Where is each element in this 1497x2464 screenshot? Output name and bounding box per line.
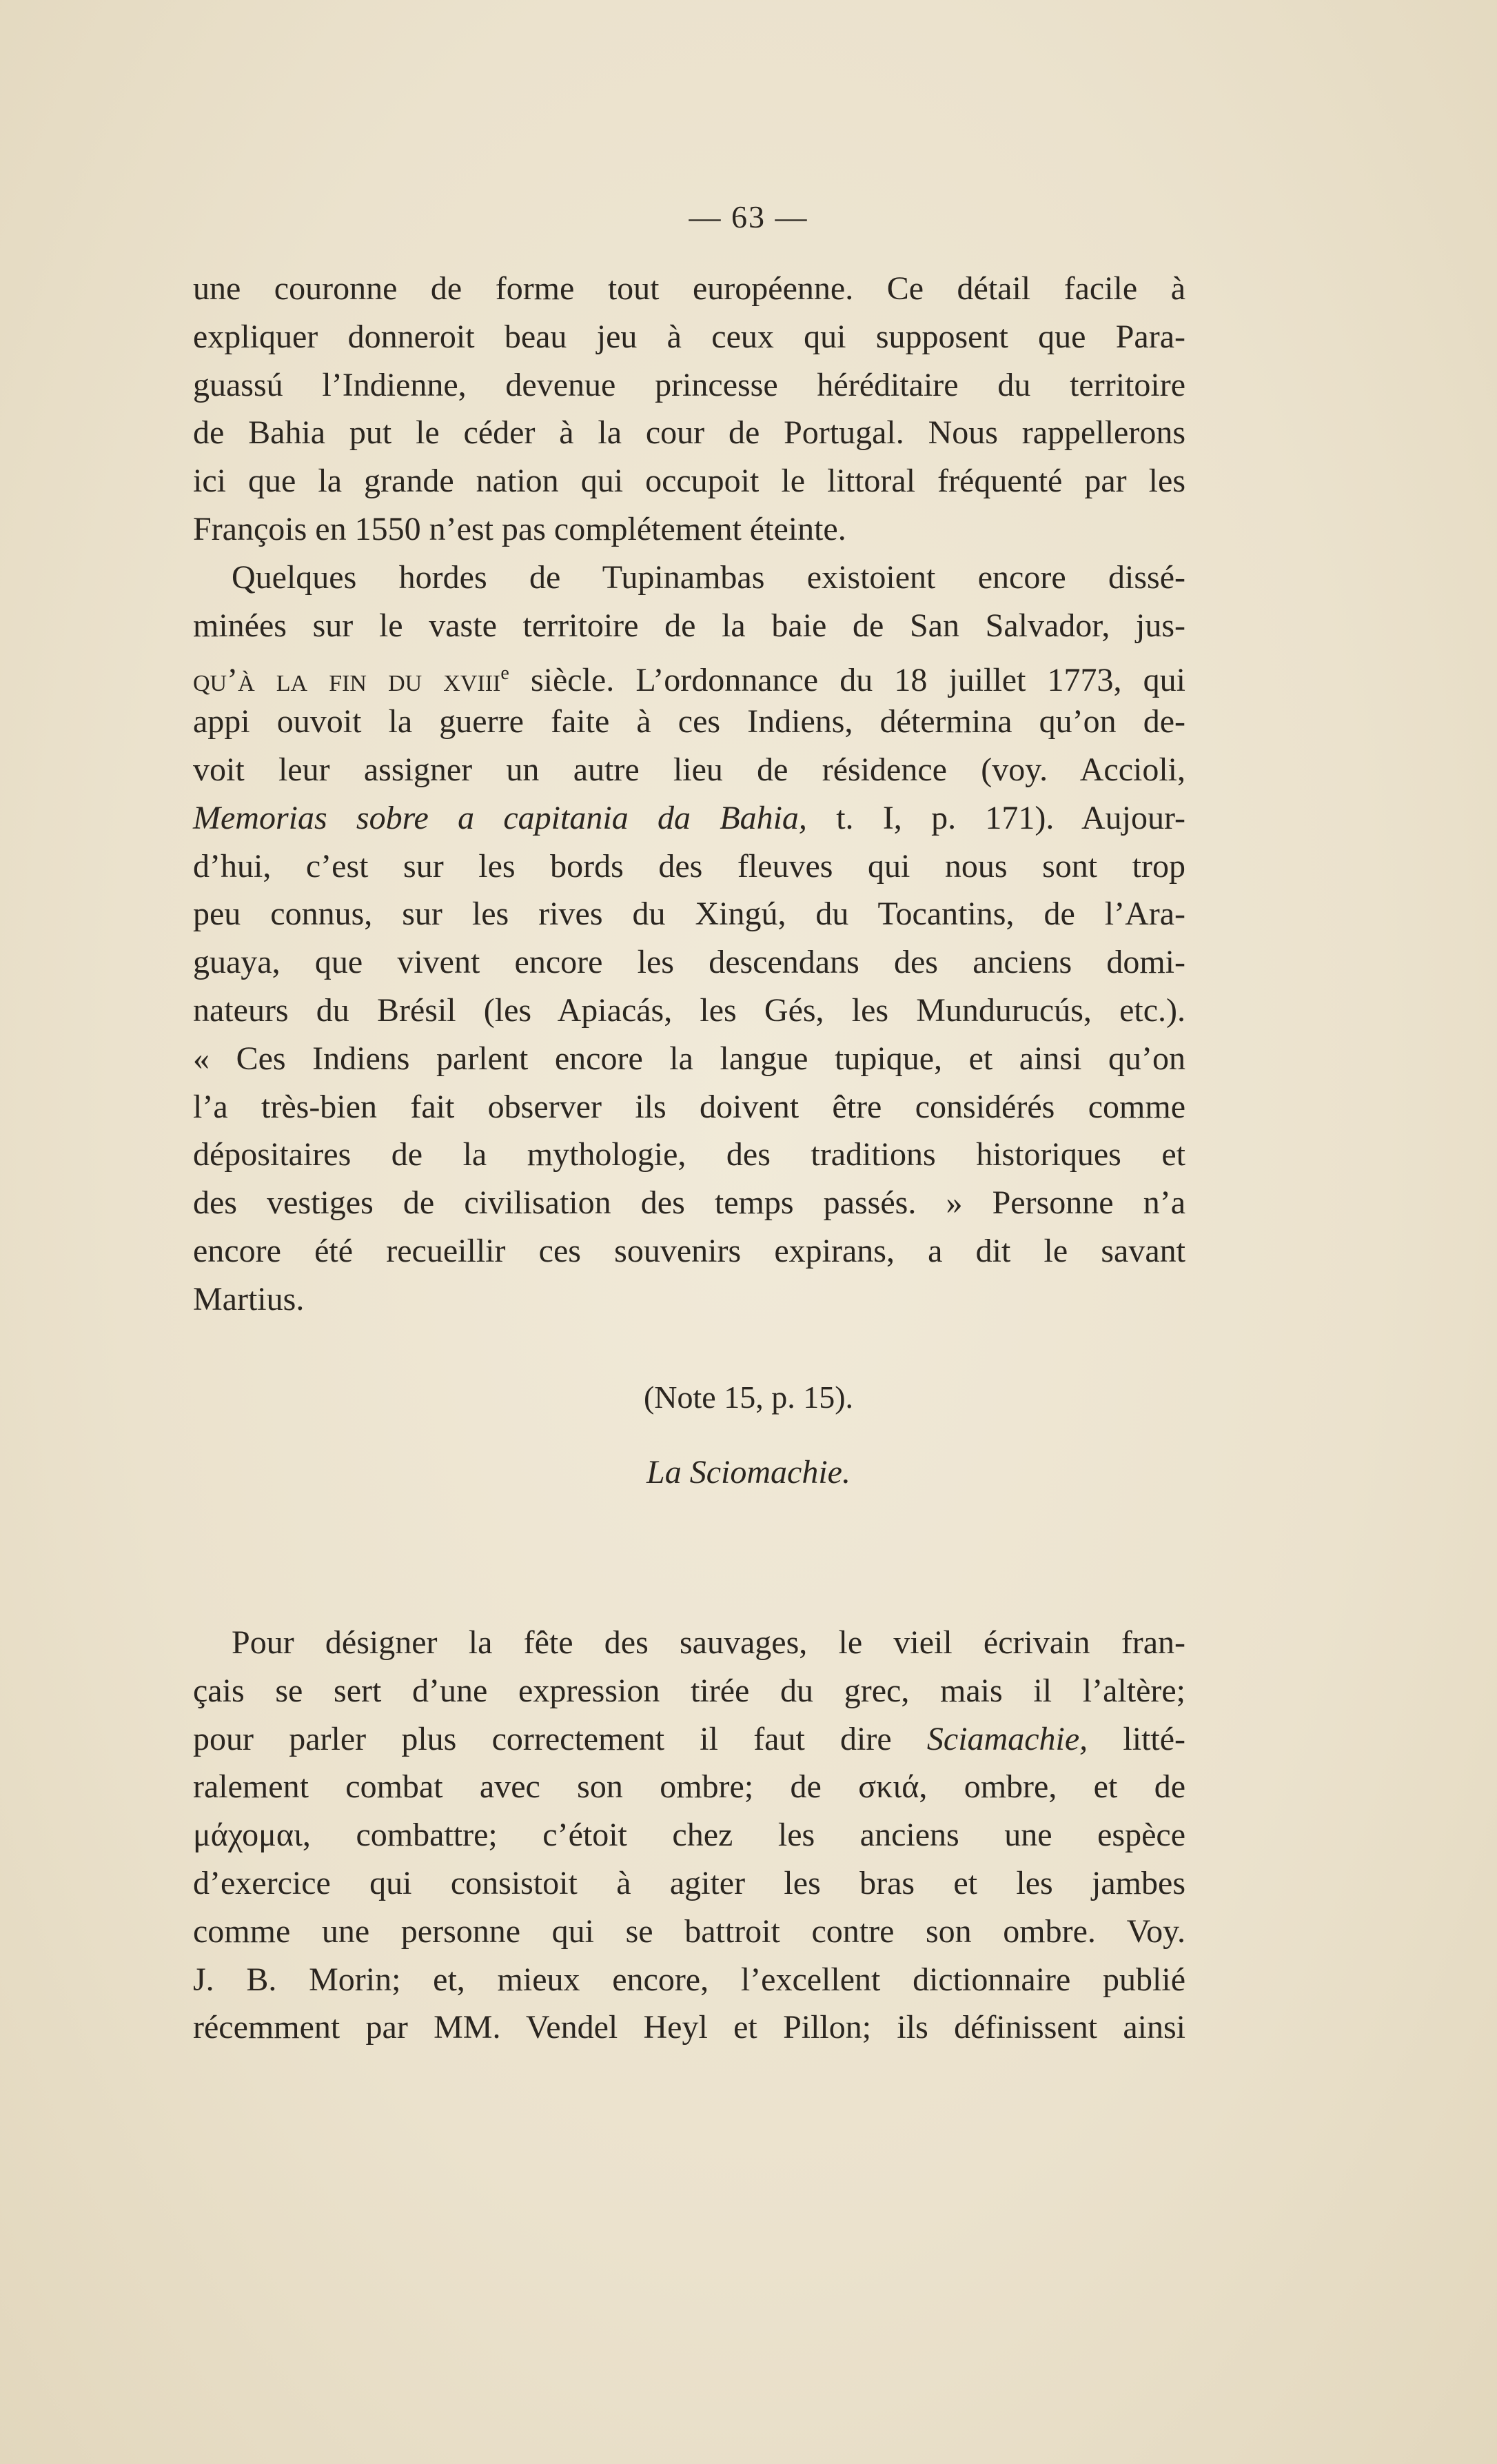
line-part: pour parler plus correctement il faut dire xyxy=(193,1720,892,1757)
text-line: ralement combat avec son ombre; de σκιά, ombre, et de xyxy=(193,1768,1185,1806)
text-line-citation xyxy=(193,794,1185,842)
text-line: d’hui, c’est sur les bords des fleuves qui nous sont trop xyxy=(193,847,1185,885)
text-line: çais se sert d’une expression tirée du grec, mais il l’altère; xyxy=(193,1672,1185,1709)
text-line: nateurs du Brésil (les Apiacás, les Gés, les Mundurucús, etc.). xyxy=(193,991,1185,1029)
text-line: François en 1550 n’est pas complétement éteinte. xyxy=(193,510,846,547)
century-rest: siècle. L’ordonnance du 18 juillet 1773, qui xyxy=(509,662,1185,699)
text-line: des vestiges de civilisation des temps passés. » Personne n’a xyxy=(193,1184,1185,1222)
section-title: La Sciomachie. xyxy=(646,1454,851,1491)
text-line: minées sur le vaste territoire de la baie de San Salvador, jus- xyxy=(193,607,1185,644)
text-line: Quelques hordes de Tupinambas existoient encore dissé- xyxy=(232,558,1185,596)
text-line: expliquer donneroit beau jeu à ceux qui supposent que Para- xyxy=(193,318,1185,355)
citation-rest: t. I, p. 171). Aujour- xyxy=(806,799,1185,836)
text-line: comme une personne qui se battroit contre son ombre. Voy. xyxy=(193,1912,1185,1950)
text-line: dépositaires de la mythologie, des traditions historiques et xyxy=(193,1136,1185,1173)
text-line: l’a très-bien fait observer ils doivent être considérés comme xyxy=(193,1088,1185,1125)
text-line: « Ces Indiens parlent encore la langue tupique, et ainsi qu’on xyxy=(193,1040,1185,1077)
paragraph-block-2 xyxy=(193,1619,1185,2052)
paragraph-block-1 xyxy=(193,265,1185,1324)
text-line: guassú l’Indienne, devenue princesse héréditaire du territoire xyxy=(193,366,1185,403)
text-line: Pour désigner la fête des sauvages, le vieil écrivain fran- xyxy=(232,1624,1185,1661)
text-line: une couronne de forme tout européenne. Ce détail facile à xyxy=(193,270,1185,307)
text-line-century xyxy=(193,649,1185,698)
text-line: ici que la grande nation qui occupoit le littoral fréquenté par les xyxy=(193,463,1185,500)
text-line: de Bahia put le céder à la cour de Portugal. Nous rappellerons xyxy=(193,414,1185,452)
text-line: récemment par MM. Vendel Heyl et Pillon; ils définissent ainsi xyxy=(193,2009,1185,2046)
page-number: — 63 — xyxy=(689,199,808,234)
century-suffix: e xyxy=(500,663,509,685)
text-line: peu connus, sur les rives du Xingú, du Tocantins, de l’Ara- xyxy=(193,896,1185,933)
citation-title: Memorias sobre a capitania da Bahia, xyxy=(193,799,807,836)
text-line: appi ouvoit la guerre faite à ces Indiens, détermina qu’on de- xyxy=(193,703,1185,740)
text-line-sciamachie xyxy=(193,1715,1185,1764)
text-line: μάχομαι, combattre; c’étoit chez les anciens une espèce xyxy=(193,1817,1185,1854)
text-line: Martius. xyxy=(193,1280,305,1317)
text-line: d’exercice qui consistoit à agiter les bras et les jambes xyxy=(193,1864,1185,1901)
note-reference: (Note 15, p. 15). xyxy=(643,1380,854,1415)
line-part: litté- xyxy=(1123,1720,1186,1757)
century-text: qu’à la fin du xviii xyxy=(193,662,501,699)
sciamachie-term: Sciamachie, xyxy=(926,1720,1088,1757)
text-line: encore été recueillir ces souvenirs expirans, a dit le savant xyxy=(193,1232,1185,1269)
text-line: guaya, que vivent encore les descendans des anciens domi- xyxy=(193,944,1185,981)
text-line: voit leur assigner un autre lieu de résidence (voy. Accioli, xyxy=(193,751,1185,788)
text-line: J. B. Morin; et, mieux encore, l’excellent dictionnaire publié xyxy=(193,1961,1185,1998)
